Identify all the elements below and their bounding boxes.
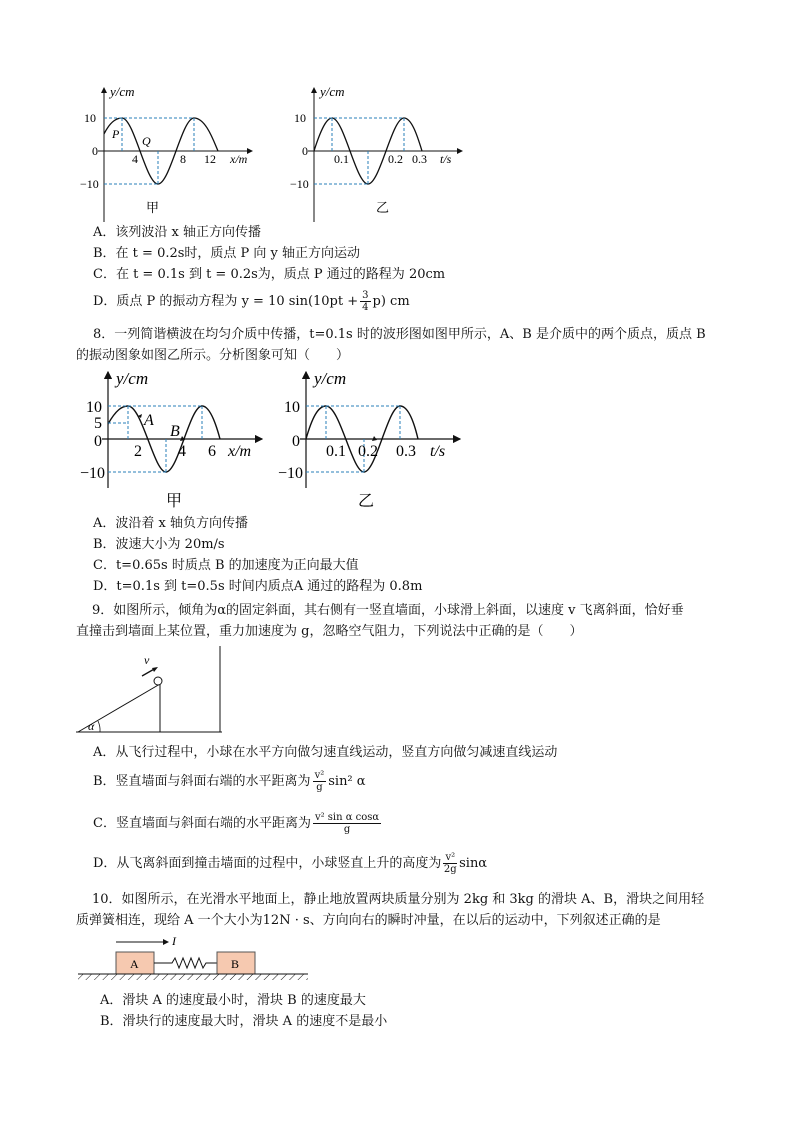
q9-option-a: A．从飞行过程中，小球在水平方向做匀速直线运动，竖直方向做匀减速直线运动 [93,745,558,760]
caption: 乙 [358,493,375,510]
tick-10: 10 [284,399,300,416]
q9-option-c-prefix: C．竖直墙面与斜面右端的水平距离为 [93,816,311,831]
tick-0.1: 0.1 [326,443,346,460]
xlabel: x/m [230,152,248,166]
tick-6: 6 [208,443,216,460]
ball [154,677,162,685]
tick-0: 0 [302,144,308,158]
q7-option-d-prefix: D．质点 P 的振动方程为 y = 10 sin(10pt + [93,294,359,309]
impulse-label: I [172,934,176,948]
tick-4: 4 [178,443,186,460]
tick-0.2: 0.2 [358,443,378,460]
q8-stem-line2: 的振动图象如图乙所示。分析图象可知（ ） [76,348,350,363]
q9-option-d-suffix: sinα [459,856,488,871]
numerator: v² [314,770,325,781]
q9-option-d-prefix: D．从飞离斜面到撞击墙面的过程中，小球竖直上升的高度为 [93,856,442,871]
xlabel: t/s [430,443,446,460]
xlabel: x/m [228,443,252,460]
denominator: g [343,824,351,835]
denominator: g [316,782,323,793]
tick-2: 2 [134,443,142,460]
v-label: v [144,653,150,667]
q7-option-d-suffix: p) cm [372,294,410,309]
q7-option-b: B．在 t = 0.2s时，质点 P 向 y 轴正方向运动 [93,246,361,261]
denominator: 2g [443,864,457,875]
numerator: 3 [362,290,369,301]
q7-graph-yi [290,82,470,232]
tick-10: 10 [84,111,96,125]
q10-stem-line2: 质弹簧相连，现给 A 一个大小为12N · s、方向向右的瞬时冲量，在以后的运动中，下列叙述正确的是 [76,913,661,928]
q8-stem-line1: 8．一列简谐横波在均匀介质中传播，t=0.1s 时的波形图如图甲所示，A、B 是介质中的两个质点，质点 B [93,327,706,342]
tick-0: 0 [292,433,300,450]
tick-12: 12 [204,152,216,166]
fraction [313,812,381,835]
point-p: P [112,127,120,141]
denominator: 4 [362,302,369,313]
point-q: Q [142,134,151,148]
tick-0.2: 0.2 [388,152,403,166]
block-b-label: B [231,957,240,971]
numerator: v² sin α cosα [314,812,380,823]
tick-0.1: 0.1 [334,152,349,166]
q10-option-a: A．滑块 A 的速度最小时，滑块 B 的速度最大 [100,993,366,1008]
tick-0.3: 0.3 [412,152,427,166]
tick-0: 0 [92,144,98,158]
q8-option-c: C．t=0.65s 时质点 B 的加速度为正向最大值 [93,558,359,573]
ylabel: y/cm [320,84,345,99]
spring [154,958,217,968]
numerator: v² [445,852,456,863]
tick-8: 8 [180,152,186,166]
q8-option-a: A．波沿着 x 轴负方向传播 [93,516,248,531]
q9-stem-line2: 直撞击到墙面上某位置，重力加速度为 g，忽略空气阻力，下列说法中正确的是（ ） [76,624,583,639]
q8-option-d: D．t=0.1s 到 t=0.5s 时间内质点A 通过的路程为 0.8m [93,579,423,594]
fraction [443,852,457,875]
tick-neg10: −10 [80,177,99,191]
q9-stem-line1: 9．如图所示，倾角为α的固定斜面，其右侧有一竖直墙面，小球滑上斜面，以速度 v 飞离斜面，恰好垂 [92,603,684,618]
q9-option-b-prefix: B．竖直墙面与斜面右端的水平距离为 [93,774,311,789]
q8-graph-jia [80,366,270,511]
block-a-label: A [130,957,139,971]
tick-4: 4 [132,152,138,166]
tick-0: 0 [94,433,102,450]
caption: 乙 [376,200,390,215]
velocity-arrow-icon [152,667,158,672]
tick-10: 10 [294,111,306,125]
ylabel: y/cm [314,369,347,388]
xlabel: t/s [440,152,452,166]
point-a: A [144,412,154,429]
tick-neg10: −10 [80,465,106,482]
ylabel: y/cm [116,369,149,388]
q7-option-d [93,290,410,313]
q9-option-b-suffix: sin² α [328,774,366,789]
q10-stem-line1: 10．如图所示，在光滑水平地面上，静止地放置两块质量分别为 2kg 和 3kg 的滑块 A、B，滑块之间用轻 [92,892,705,907]
point-b: B [170,423,180,440]
tick-neg10: −10 [278,465,304,482]
caption: 甲 [166,493,183,510]
q9-option-c [93,812,383,835]
tick-5: 5 [94,415,102,432]
fraction [360,290,370,313]
ylabel: y/cm [110,84,135,99]
caption: 甲 [146,200,160,215]
angle-label: α [88,719,95,733]
fraction [313,770,327,793]
tick-neg10: −10 [290,177,309,191]
q7-option-a: A．该列波沿 x 轴正方向传播 [93,225,261,240]
q7-graph-jia [80,82,260,232]
q7-option-c: C．在 t = 0.1s 到 t = 0.2s为，质点 P 通过的路程为 20cm [93,267,446,282]
q9-diagram [74,644,234,738]
q8-option-b: B．波速大小为 20m/s [93,537,225,552]
tick-0.3: 0.3 [396,443,416,460]
q9-option-d [93,852,487,875]
tick-10: 10 [86,399,102,416]
q10-option-b: B．滑块行的速度最大时，滑块 A 的速度不是最小 [100,1014,388,1029]
q8-graph-yi [278,366,468,511]
q10-diagram [76,930,316,986]
q9-option-b [93,770,366,793]
